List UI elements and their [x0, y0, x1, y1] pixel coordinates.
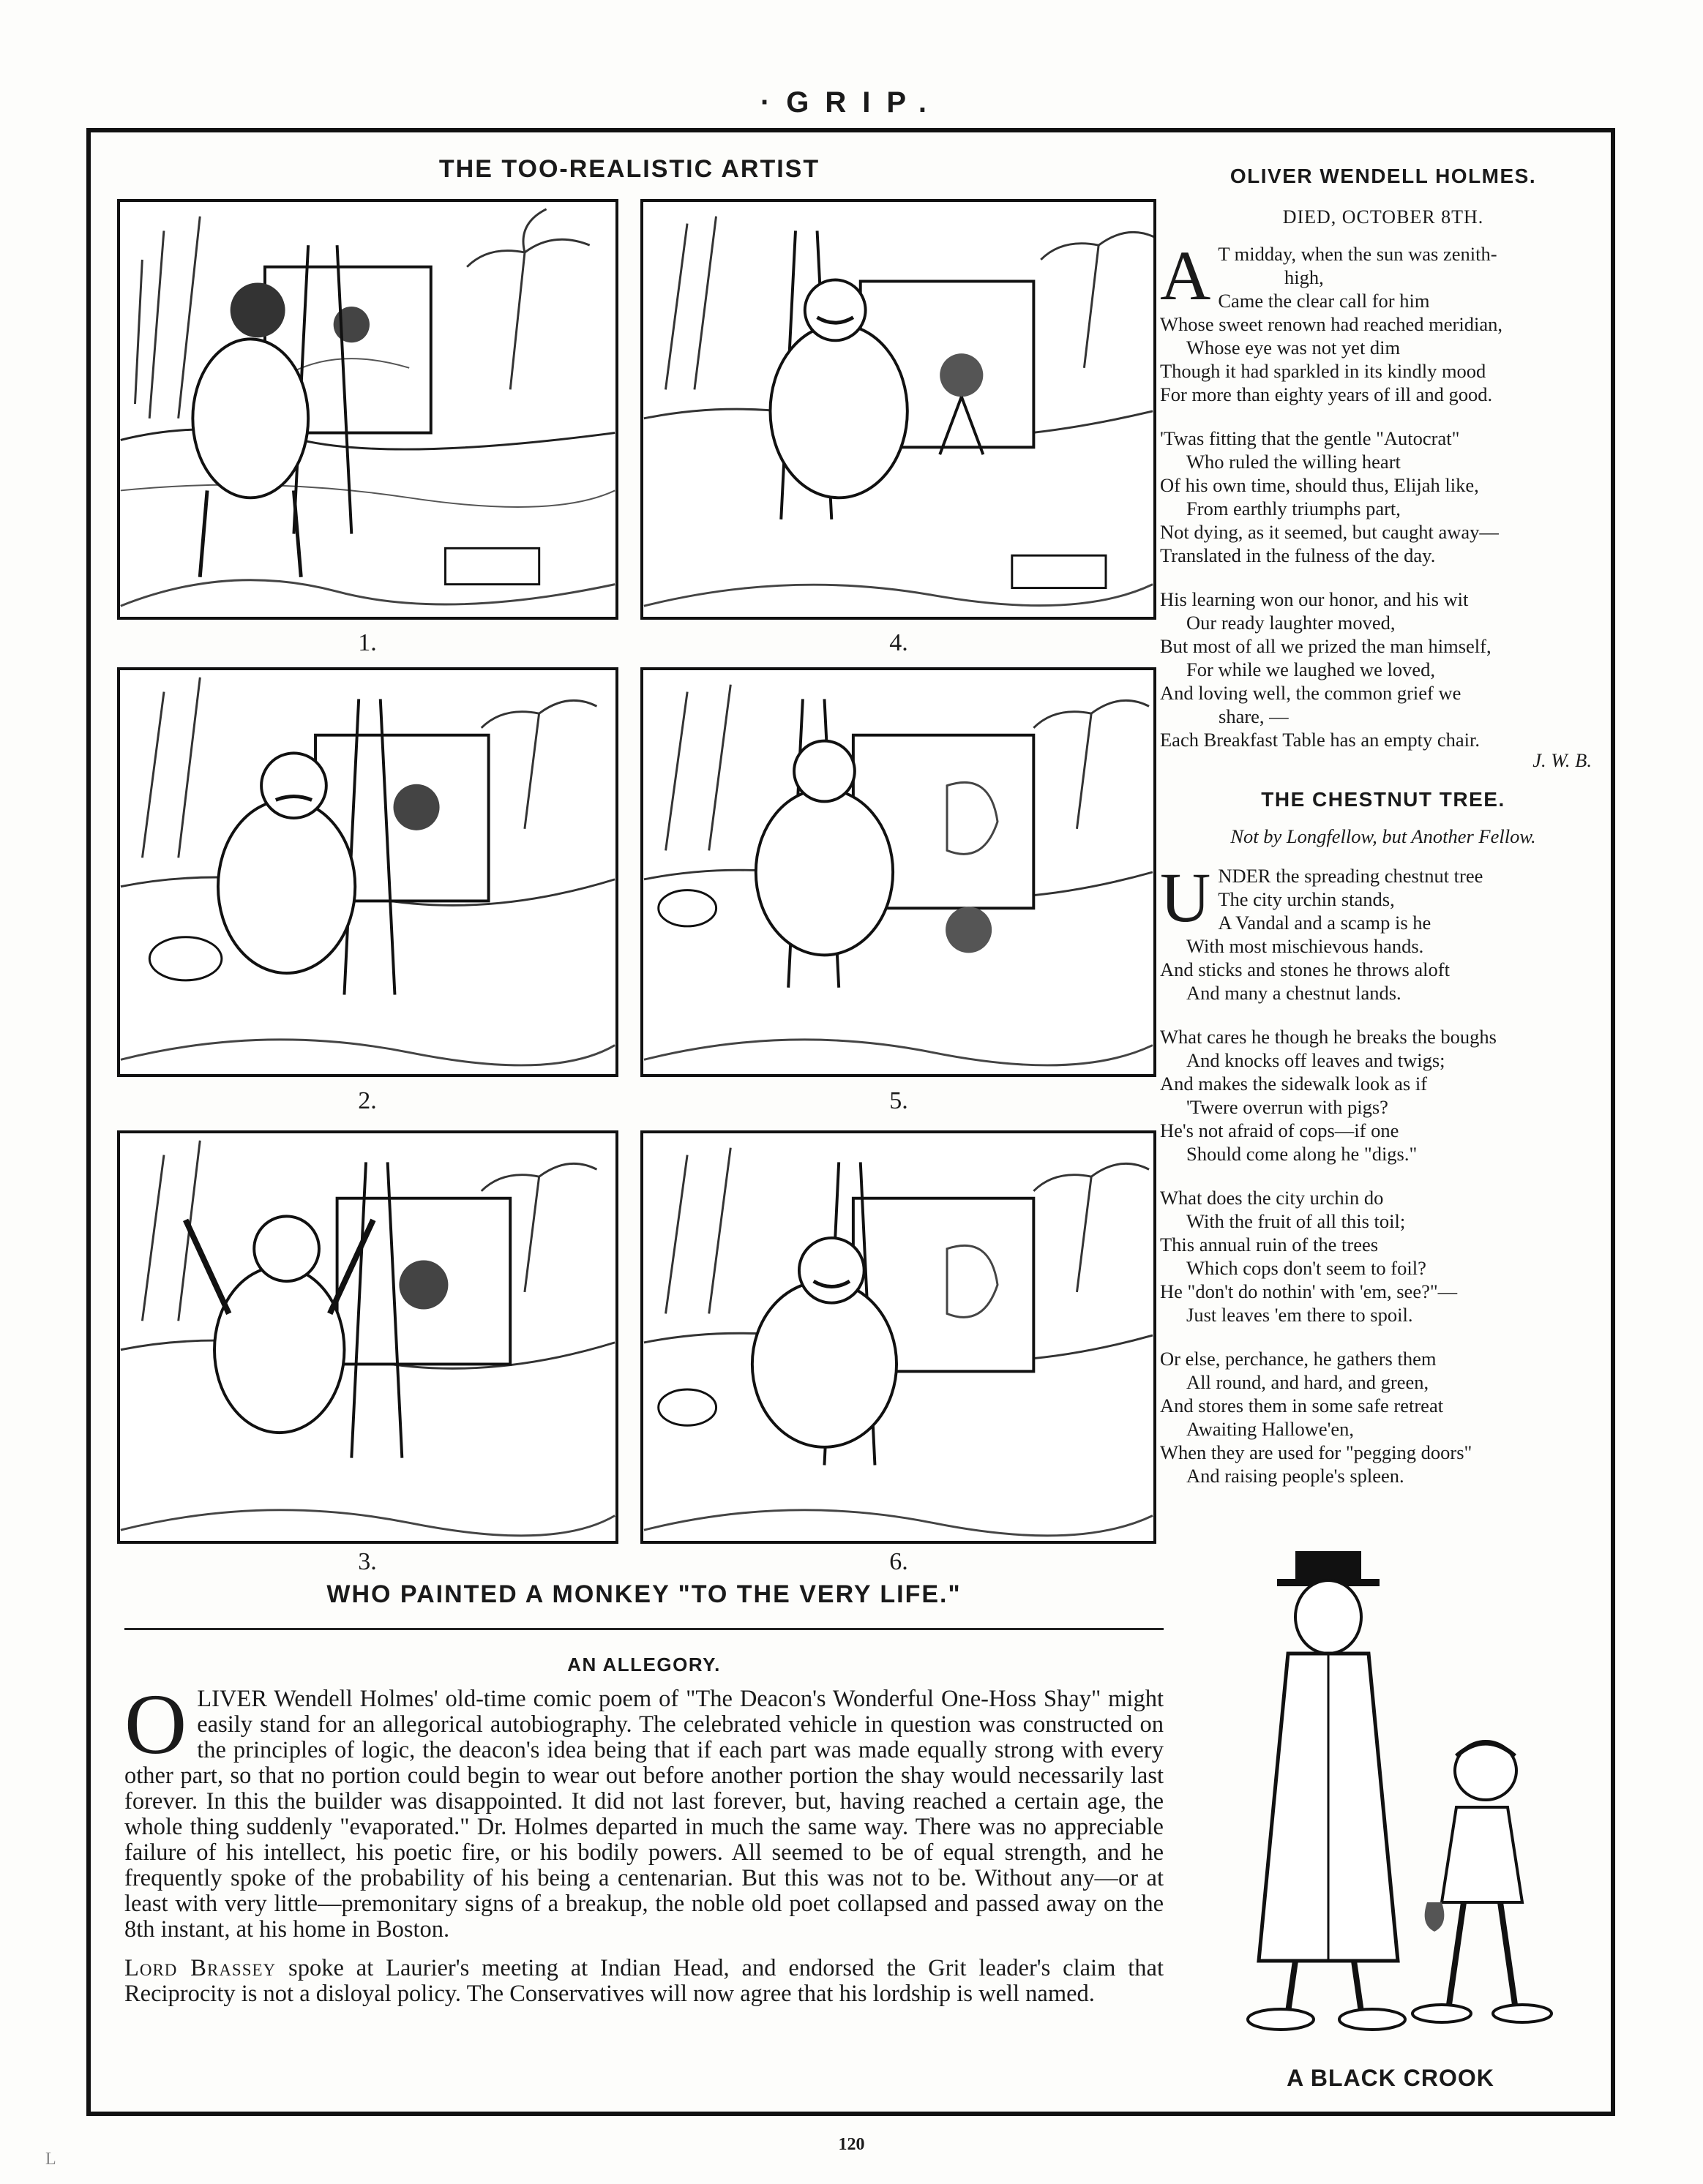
poem-line: The city urchin stands,: [1218, 888, 1395, 910]
black-crook-caption: A BLACK CROOK: [1287, 2065, 1494, 2091]
obituary-stanza-1: [1160, 236, 1606, 406]
allegory-article: [124, 1652, 1164, 2020]
page-number: 120: [838, 2135, 865, 2154]
poem-line: He "don't do nothin' with 'em, see?"—: [1160, 1280, 1458, 1302]
poem-line: And loving well, the common grief we: [1160, 682, 1461, 704]
poem-line: Whose sweet renown had reached meridian,: [1160, 313, 1502, 335]
panel-number-2: 2.: [358, 1087, 377, 1114]
poem-line: Came the clear call for him: [1218, 290, 1430, 312]
comic-panel-5: [640, 667, 1156, 1077]
masthead: ·GRIP.: [760, 86, 943, 119]
artist-painting-illustration: [120, 202, 615, 617]
poem-line: And sticks and stones he throws aloft: [1160, 958, 1450, 980]
comic-caption: WHO PAINTED A MONKEY "TO THE VERY LIFE.": [326, 1580, 962, 1608]
obituary-date: DIED, OCTOBER 8TH.: [1282, 206, 1484, 228]
poem-line: From earthly triumphs part,: [1186, 498, 1401, 519]
poem-line: NDER the spreading chestnut tree: [1218, 865, 1483, 887]
poem-line: Who ruled the willing heart: [1186, 451, 1401, 473]
obituary-stanza-3: [1160, 588, 1606, 772]
artist-laughing-illustration: [643, 1133, 1153, 1541]
poem-line: With most mischievous hands.: [1186, 935, 1424, 957]
poem-line: share, —: [1219, 705, 1289, 727]
chestnut-dropcap: U: [1160, 858, 1211, 937]
right-column: [1160, 165, 1606, 1508]
chestnut-title: THE CHESTNUT TREE.: [1261, 788, 1505, 811]
poem-line: All round, and hard, and green,: [1186, 1371, 1429, 1393]
poem-line: T midday, when the sun was zenith-: [1218, 243, 1497, 265]
poem-line: He's not afraid of cops—if one: [1160, 1119, 1399, 1141]
poem-line: What cares he though he breaks the boughs: [1160, 1026, 1497, 1048]
comic-panel-6: [640, 1130, 1156, 1544]
chestnut-stanza-4: [1160, 1347, 1606, 1487]
poem-line: And raising people's spleen.: [1186, 1465, 1404, 1487]
artist-sleeping-illustration: [643, 202, 1153, 617]
comic-panel-1: [117, 199, 618, 620]
chestnut-subtitle: Not by Longfellow, but Another Fellow.: [1230, 825, 1536, 847]
brassey-text: spoke at Laurier's meeting at Indian Head, and endorsed the Grit leader's claim that Reciprocity is not a disloyal policy. The Conservatives will now agree that his lordship is well named.: [124, 1955, 1164, 2007]
poem-line: For more than eighty years of ill and good.: [1160, 383, 1493, 405]
panel-number-1: 1.: [358, 629, 377, 656]
poem-line: This annual ruin of the trees: [1160, 1234, 1379, 1256]
poem-line: Just leaves 'em there to spoil.: [1186, 1304, 1413, 1326]
poem-line: Whose eye was not yet dim: [1186, 337, 1401, 359]
allegory-paragraph-2: [124, 1956, 1164, 2007]
brassey-lead: Lord Brassey: [124, 1955, 277, 1981]
poem-line: What does the city urchin do: [1160, 1187, 1384, 1209]
poem-line: Which cops don't seem to foil?: [1186, 1257, 1426, 1279]
comic-panel-4: [640, 199, 1156, 620]
poem-line: Not dying, as it seemed, but caught away—: [1160, 521, 1499, 543]
poem-line: Or else, perchance, he gathers them: [1160, 1348, 1437, 1370]
panel-number-6: 6.: [889, 1548, 908, 1575]
chestnut-stanza-1: [1160, 858, 1606, 1005]
poem-line: Of his own time, should thus, Elijah like,: [1160, 474, 1479, 496]
artist-brushing-illustration: [120, 670, 615, 1074]
obituary-dropcap: A: [1160, 236, 1211, 315]
poem-line: For while we laughed we loved,: [1186, 658, 1435, 680]
obituary-signature: J. W. B.: [1532, 749, 1592, 771]
scan-corner-mark: L: [45, 2150, 56, 2169]
poem-line: A Vandal and a scamp is he: [1218, 912, 1431, 934]
poem-line: And knocks off leaves and twigs;: [1186, 1049, 1445, 1071]
allegory-paragraph-1: [124, 1676, 1164, 1943]
poem-line: 'Twas fitting that the gentle "Autocrat": [1160, 427, 1460, 449]
allegory-dropcap: O: [124, 1676, 187, 1772]
obituary-stanza-2: [1160, 427, 1606, 567]
poem-line: Though it had sparkled in its kindly mood: [1160, 360, 1486, 382]
obituary-title: OLIVER WENDELL HOLMES.: [1229, 165, 1537, 187]
black-crook-illustration: [1208, 1522, 1588, 2056]
chestnut-stanza-3: [1160, 1186, 1606, 1326]
poem-line: Our ready laughter moved,: [1186, 612, 1396, 634]
panel-number-5: 5.: [889, 1087, 908, 1114]
chestnut-stanza-2: [1160, 1025, 1606, 1166]
poem-line: Translated in the fulness of the day.: [1160, 544, 1436, 566]
section-divider: [124, 1628, 1164, 1630]
comic-panel-3: [117, 1130, 618, 1544]
panel-number-3: 3.: [358, 1548, 377, 1575]
poem-line: But most of all we prized the man himself,: [1160, 635, 1491, 657]
poem-line: When they are used for "pegging doors": [1160, 1441, 1472, 1463]
poem-line: high,: [1284, 266, 1324, 288]
poem-line: 'Twere overrun with pigs?: [1186, 1096, 1388, 1118]
artist-shocked-illustration: [120, 1133, 615, 1541]
poem-line: Should come along he "digs.": [1186, 1143, 1418, 1165]
poem-line: And stores them in some safe retreat: [1160, 1395, 1444, 1416]
comic-panel-2: [117, 667, 618, 1077]
poem-line: Awaiting Hallowe'en,: [1186, 1418, 1355, 1440]
poem-line: And many a chestnut lands.: [1186, 982, 1401, 1004]
poem-line: With the fruit of all this toil;: [1186, 1210, 1406, 1232]
poem-line: His learning won our honor, and his wit: [1160, 588, 1469, 610]
allegory-title: AN ALLEGORY.: [567, 1654, 721, 1675]
monkey-painting-illustration: [643, 670, 1153, 1074]
panel-number-4: 4.: [889, 629, 908, 656]
poem-line: Each Breakfast Table has an empty chair.: [1160, 729, 1480, 751]
poem-line: And makes the sidewalk look as if: [1160, 1073, 1428, 1095]
allegory-text: LIVER Wendell Holmes' old-time comic poem of "The Deacon's Wonderful One-Hoss Shay" might easily stand for an allegorical autobiography. The celebrated vehicle in question was constructed on the principles of logic, the deacon's idea being that if each part was made equally strong with every other part, so that no portion could begin to wear out before another portion the shay would necessarily last forever. In this the builder was disappointed. It did not last forever, but, having reached a certain age, the whole thing suddenly "evaporated." Dr. Holmes departed in much the same way. There was no appreciable failure of his intellect, his poetic fire, or his bodily powers. All seemed to be of equal strength, and he frequently spoke of the probability of his being a centenarian. But this was not to be. Without any—or at least with very little—premonitary signs of a breakup, the noble old poet collapsed and passed away on the 8th instant, at his home in Boston.: [124, 1686, 1164, 1943]
comic-title: THE TOO-REALISTIC ARTIST: [438, 155, 820, 183]
